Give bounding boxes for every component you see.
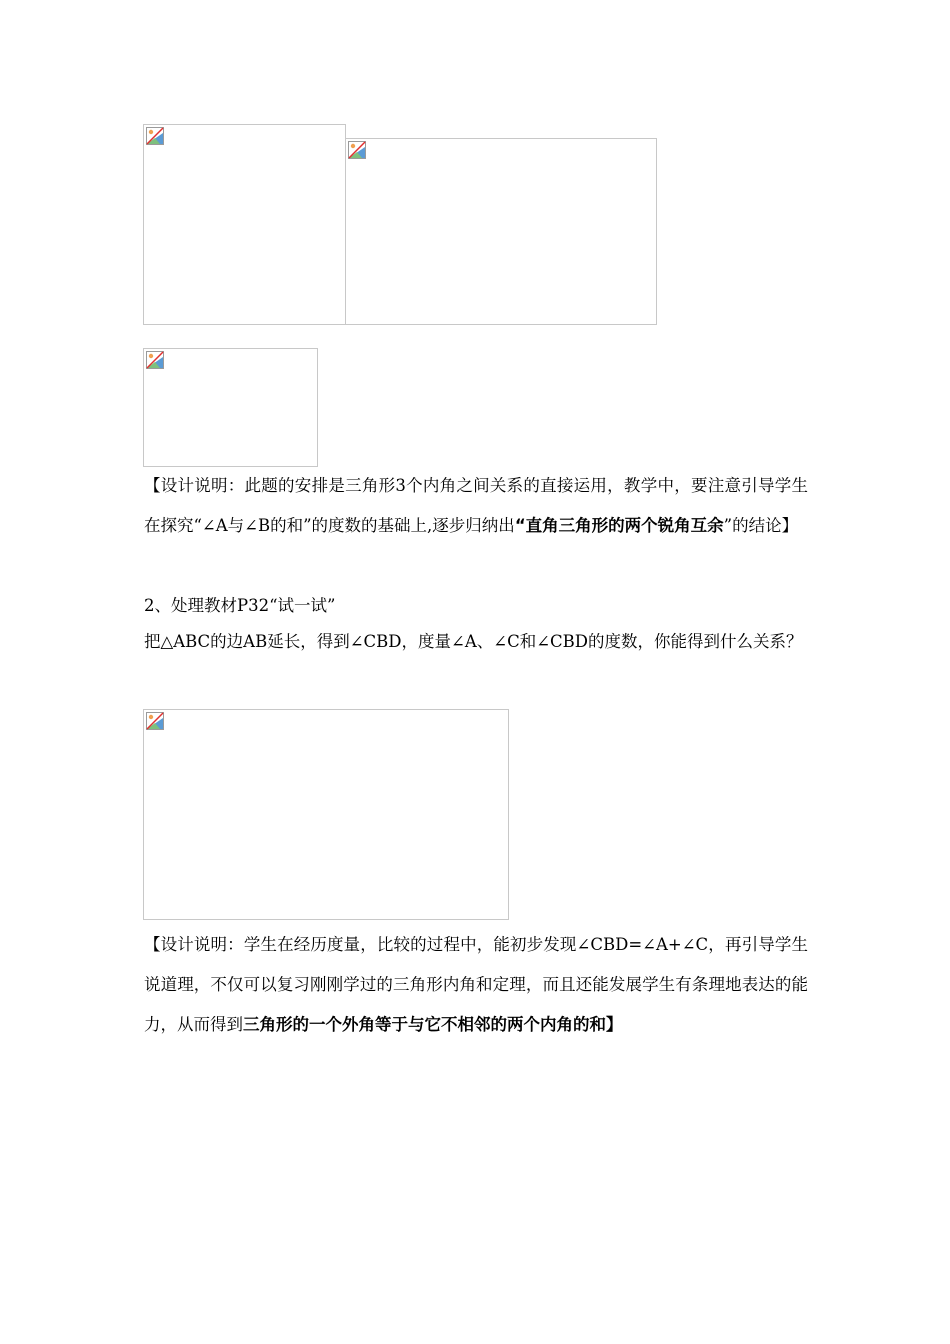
design-note-2-text: 【设计说明：学生在经历度量，比较的过程中，能初步发现∠CBD=∠A+∠C，再引导学生说道理，不仅可以复习刚刚学过的三角形内角和定理，而且还能发展学生有条理地表达的能力，从而得到 [144, 935, 808, 1034]
broken-image-icon [146, 712, 164, 730]
design-note-1-conclusion: “直角三角形的两个锐角互余 [514, 516, 724, 535]
broken-image-icon [348, 141, 366, 159]
figure-2 [345, 138, 657, 325]
figure-1 [143, 124, 346, 325]
design-note-1-close: ”的结论】 [723, 516, 799, 535]
broken-image-icon [146, 127, 164, 145]
design-note-1 [144, 466, 808, 546]
question-text: 把△ABC的边AB延长，得到∠CBD，度量∠A、∠C和∠CBD的度数，你能得到什么关系？ [144, 632, 803, 651]
broken-image-icon [146, 351, 164, 369]
section-heading: 2、处理教材P32“试一试” [144, 596, 336, 615]
design-note-1-text: 【设计说明：此题的安排是三角形3个内角之间关系的直接运用，教学中，要注意引导学生在探究“∠A与∠B的和”的度数的基础上,逐步归纳出 [144, 476, 808, 535]
design-note-2-conclusion: 三角形的一个外角等于与它不相邻的两个内角的和】 [243, 1015, 623, 1034]
figure-3 [143, 348, 318, 467]
design-note-2 [144, 925, 808, 1045]
figure-4 [143, 709, 509, 920]
